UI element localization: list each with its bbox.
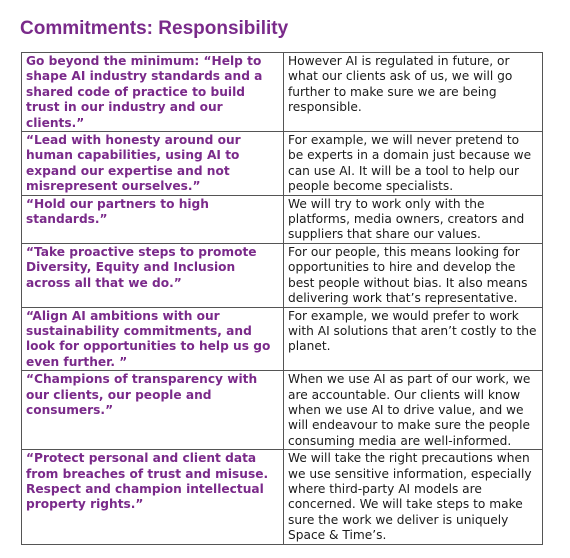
- commitments-table: [21, 52, 543, 545]
- table-row: [22, 132, 543, 196]
- commitment-cell: “Protect personal and client data from breaches of trust and misuse. Respect and champion intellectual property rights.”: [22, 450, 284, 544]
- table-row: [22, 195, 543, 243]
- commitment-cell: “Lead with honesty around our human capabilities, using AI to expand our expertise and not misrepresent ourselves.”: [22, 132, 284, 196]
- detail-cell: For example, we will never pretend to be experts in a domain just because we can use AI. It will be a tool to help our people become specialists.: [284, 132, 543, 196]
- detail-cell: However AI is regulated in future, or what our clients ask of us, we will go further to make sure we are being responsible.: [284, 53, 543, 132]
- detail-cell: When we use AI as part of our work, we are accountable. Our clients will know when we use AI to drive value, and we will endeavour to make sure the people consuming media are well-informed.: [284, 371, 543, 450]
- detail-cell: For example, we would prefer to work with AI solutions that aren’t costly to the planet.: [284, 307, 543, 371]
- page-title: Commitments: Responsibility: [20, 18, 289, 39]
- detail-cell: For our people, this means looking for opportunities to hire and develop the best people without bias. It also means delivering work that’s representative.: [284, 243, 543, 307]
- table-row: [22, 450, 543, 544]
- table-row: [22, 243, 543, 307]
- table-row: [22, 371, 543, 450]
- commitment-cell: “Hold our partners to high standards.”: [22, 195, 284, 243]
- commitment-cell: Go beyond the minimum: “Help to shape AI industry standards and a shared code of practice to build trust in our industry and our clients.”: [22, 53, 284, 132]
- commitment-cell: “Take proactive steps to promote Diversity, Equity and Inclusion across all that we do.”: [22, 243, 284, 307]
- table-row: [22, 307, 543, 371]
- commitment-cell: “Champions of transparency with our clients, our people and consumers.”: [22, 371, 284, 450]
- commitment-cell: “Align AI ambitions with our sustainability commitments, and look for opportunities to help us go even further. ”: [22, 307, 284, 371]
- detail-cell: We will try to work only with the platforms, media owners, creators and suppliers that share our values.: [284, 195, 543, 243]
- detail-cell: We will take the right precautions when we use sensitive information, especially where third-party AI models are concerned. We will take steps to make sure the work we deliver is uniquely Space & Time’s.: [284, 450, 543, 544]
- table-row: [22, 53, 543, 132]
